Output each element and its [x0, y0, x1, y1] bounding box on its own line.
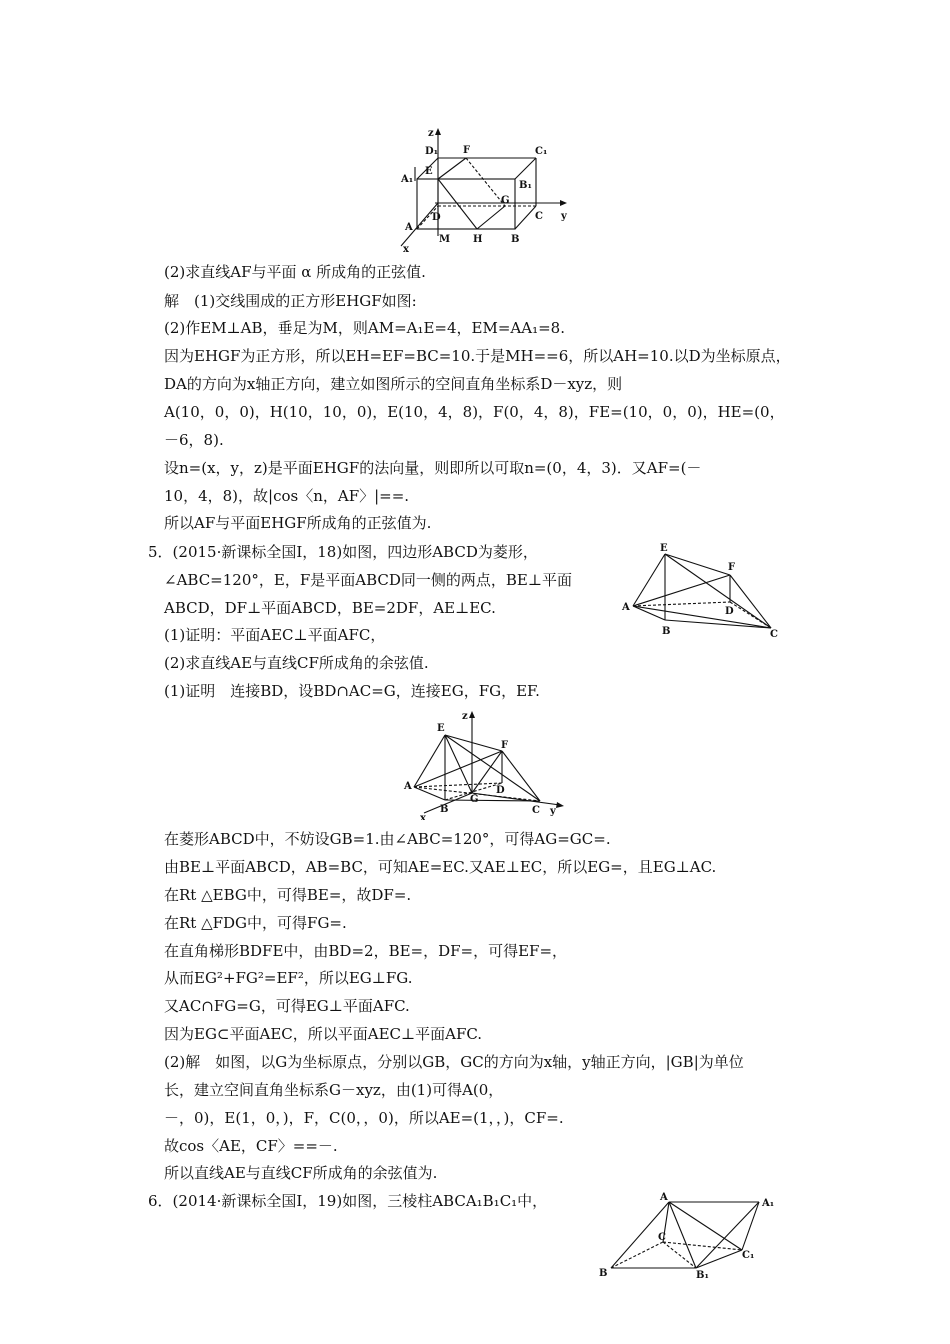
label-f: F	[501, 740, 509, 751]
text-line: －6，8).	[164, 431, 224, 449]
text-line: DA的方向为x轴正方向，建立如图所示的空间直角坐标系D－xyz，则	[164, 375, 623, 393]
label-b1: B₁	[519, 180, 532, 191]
label-d1: D₁	[425, 146, 439, 157]
label-g: G	[470, 794, 479, 805]
label-c1: C₁	[535, 146, 548, 157]
text-line: 10，4，8)，故|cos〈n，AF〉|==.	[164, 487, 410, 505]
text-line: 故cos〈AE，CF〉==－.	[164, 1137, 338, 1155]
label-d: D	[496, 785, 505, 796]
label-e: E	[660, 543, 668, 554]
figure-rhombus-ef	[618, 540, 788, 640]
label-y: y	[550, 806, 556, 817]
label-a: A	[622, 602, 630, 613]
text-line: (2)作EM⊥AB，垂足为M，则AM=A₁E=4，EM=AA₁=8.	[164, 319, 565, 337]
label-h: H	[473, 234, 483, 245]
label-b: B	[599, 1268, 608, 1279]
label-c: C	[535, 211, 543, 222]
label-b1: B₁	[696, 1270, 709, 1280]
label-b: B	[440, 804, 449, 815]
text-line: 长，建立空间直角坐标系G－xyz，由(1)可得A(0，	[164, 1081, 504, 1099]
label-a1: A₁	[401, 174, 414, 185]
label-g: G	[501, 195, 510, 206]
label-a: A	[405, 222, 413, 233]
label-z: z	[428, 128, 434, 139]
text-line: 在Rt △FDG中，可得FG=.	[164, 914, 347, 932]
text-line: 在菱形ABCD中，不妨设GB=1.由∠ABC=120°，可得AG=GC=.	[164, 830, 611, 848]
text-line: 又AC∩FG=G，可得EG⊥平面AFC.	[164, 997, 410, 1015]
figure-rhombus-coordinates	[400, 705, 570, 820]
label-a1: A₁	[762, 1198, 775, 1209]
text-line: 因为EG⊂平面AEC，所以平面AEC⊥平面AFC.	[164, 1025, 483, 1043]
text-line: (1)证明 连接BD，设BD∩AC=G，连接EG，FG，EF.	[164, 682, 540, 700]
text-line: 由BE⊥平面ABCD，AB=BC，可知AE=EC.又AE⊥EC，所以EG=，且EG⊥AC.	[164, 858, 717, 876]
text-line: ∠ABC=120°，E，F是平面ABCD同一侧的两点，BE⊥平面	[164, 571, 572, 589]
label-d: D	[432, 212, 441, 223]
label-a: A	[660, 1192, 668, 1203]
text-line: 在直角梯形BDFE中，由BD=2，BE=，DF=，可得EF=，	[164, 942, 568, 960]
label-e: E	[425, 166, 433, 177]
text-line: 从而EG²+FG²=EF²，所以EG⊥FG.	[164, 969, 413, 987]
text-line: (1)证明：平面AEC⊥平面AFC，	[164, 626, 386, 644]
text-line: (2)解 如图，以G为坐标原点，分别以GB，GC的方向为x轴，y轴正方向，|GB|为单位	[164, 1053, 744, 1071]
label-m: M	[439, 234, 451, 245]
label-c: C	[770, 629, 778, 640]
label-e: E	[437, 723, 445, 734]
label-x: x	[403, 244, 409, 254]
figure-cuboid	[395, 126, 580, 254]
text-line: ABCD，DF⊥平面ABCD，BE=2DF，AE⊥EC.	[164, 599, 496, 617]
label-f: F	[728, 562, 736, 573]
label-c: C	[532, 805, 540, 816]
text-line: A(10，0，0)，H(10，10，0)，E(10，4，8)，F(0，4，8)，FE=(10，0，0)，HE=(0，	[164, 403, 785, 421]
text-line: 因为EHGF为正方形，所以EH=EF=BC=10.于是MH==6，所以AH=10.以D为坐标原点，	[164, 347, 791, 365]
problem-5-heading: 5．(2015·新课标全国Ⅰ，18)如图，四边形ABCD为菱形，	[148, 543, 538, 561]
label-z: z	[462, 711, 468, 722]
text-line: 解 (1)交线围成的正方形EHGF如图:	[164, 292, 417, 310]
problem-6-heading: 6．(2014·新课标全国Ⅰ，19)如图，三棱柱ABCA₁B₁C₁中，	[148, 1192, 548, 1210]
label-a: A	[404, 781, 412, 792]
label-x: x	[420, 813, 426, 820]
text-line: 所以AF与平面EHGF所成角的正弦值为.	[164, 514, 432, 532]
label-y: y	[561, 211, 567, 222]
label-b: B	[511, 234, 520, 245]
text-line: (2)求直线AE与直线CF所成角的余弦值.	[164, 654, 429, 672]
label-f: F	[463, 145, 471, 156]
text-line: －，0)，E(1，0，)，F，C(0，，0)，所以AE=(1，，)，CF=.	[164, 1109, 564, 1127]
label-c: C	[658, 1232, 666, 1243]
figure-triangular-prism	[596, 1190, 786, 1280]
text-line: 设n=(x，y，z)是平面EHGF的法向量，则即所以可取n=(0，4，3)．又AF=(－	[164, 459, 702, 477]
label-b: B	[662, 626, 671, 637]
text-line: (2)求直线AF与平面 α 所成角的正弦值.	[164, 263, 426, 281]
label-c1: C₁	[742, 1250, 755, 1261]
label-d: D	[725, 606, 734, 617]
text-line: 所以直线AE与直线CF所成角的余弦值为.	[164, 1164, 438, 1182]
text-line: 在Rt △EBG中，可得BE=，故DF=.	[164, 886, 412, 904]
